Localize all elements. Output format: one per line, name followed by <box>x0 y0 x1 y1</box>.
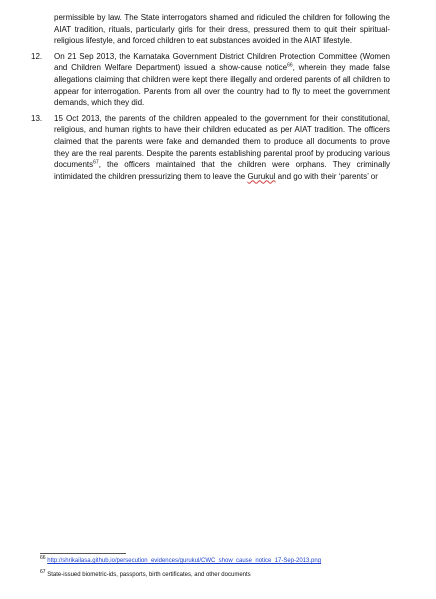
list-item-12 <box>31 51 390 109</box>
footnote-67 <box>40 571 400 579</box>
footnote-link[interactable]: http://shrikailasa.github.io/persecution_evidences/gurukul/CWC_show_cause_notice_17-Sep-2013.png <box>47 558 322 564</box>
list-item-13 <box>31 113 390 183</box>
item-text: , wherein they made false allegations claiming that children were kept there illegally and ordered parents of all children to appear for interrogation. Parents from all over the country had to fly to meet the government demands, which they did. <box>54 63 390 108</box>
item-number: 12. <box>31 51 43 61</box>
footnote-ref-67[interactable]: 67 <box>93 159 99 166</box>
footnote-text: State-issued biometric-ids, passports, birth certificates, and other documents <box>47 572 251 578</box>
body-text <box>31 12 390 186</box>
item-number: 13. <box>31 113 43 123</box>
item-text: On 21 Sep 2013, the Karnataka Government District Children Protection Committee (Women and Children Welfare Department) issued a show-cause notice <box>54 51 390 73</box>
footnote-number: 67 <box>40 569 46 575</box>
footnote-number: 66 <box>40 555 46 561</box>
footnote-ref-66[interactable]: 66 <box>287 62 293 69</box>
continuation-text: permissible by law. The State interrogators shamed and ridiculed the children for following the AIAT tradition, rituals, particularly girls for their dress, pressured them to quit their spiritual-religious lifestyle, and forced children to eat substances avoided in the AIAT lifestyle. <box>54 13 390 46</box>
continuation-paragraph <box>40 12 390 47</box>
footnotes <box>40 557 400 585</box>
footnote-separator <box>40 553 126 554</box>
item-text: 15 Oct 2013, the parents of the children appealed to the government for their constitutional, religious, and human rights to have their children educated as per AIAT tradition. The officers claimed that the parents were fake and demanded them to produce all documents to prove they are the real parents. Despite the parents establishing parental proof by producing various documents <box>54 113 390 170</box>
spellcheck-word[interactable]: Gurukul <box>247 171 276 181</box>
item-text: and go with their ‘parents’ or <box>275 171 378 181</box>
item-text: , the officers maintained that the children were orphans. They criminally intimidated the children pressurizing them to leave the <box>54 160 390 181</box>
footnote-66 <box>40 557 400 565</box>
